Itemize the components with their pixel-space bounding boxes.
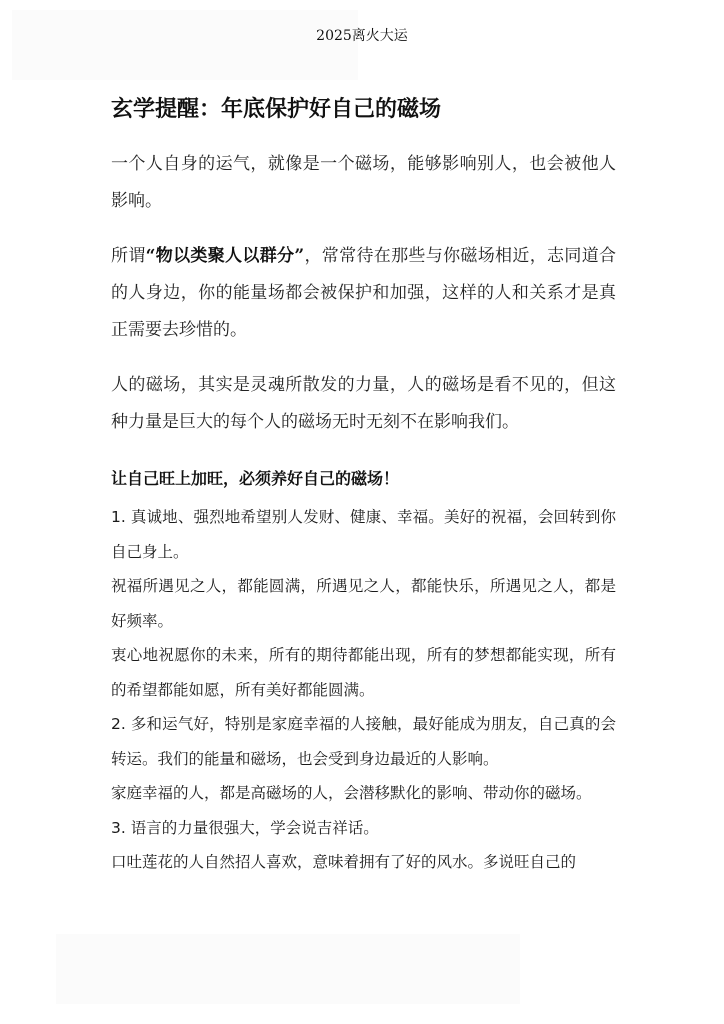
footer-background [56,934,520,1004]
section-item: 口吐莲花的人自然招人喜欢，意味着拥有了好的风水。多说旺自己的 [111,853,577,871]
section-item: 祝福所遇见之人，都能圆满，所遇见之人，都能快乐，所遇见之人，都是好频率。 [111,577,616,630]
article-title: 玄学提醒：年底保护好自己的磁场 [111,97,442,122]
paragraph-2-quote: “物以类聚人以群分” [145,246,305,266]
section-item: 衷心地祝愿你的未来，所有的期待都能出现，所有的梦想都能实现，所有的希望都能如愿，所有美好都能圆满。 [111,646,616,699]
paragraph-2-body: ，常常待在那些与你磁场相近，志同道合的人身边，你的能量场都会被保护和加强，这样的人和关系才是真正需要去珍惜的。 [111,246,617,340]
section-item: 家庭幸福的人，都是高磁场的人，会潜移默化的影响、带动你的磁场。 [111,784,592,802]
section-item: 1. 真诚地、强烈地希望别人发财、健康、幸福。美好的祝福，会回转到你自己身上。 [111,508,616,561]
paragraph-2 [111,238,616,349]
section-item: 3. 语言的力量很强大，学会说吉祥话。 [111,818,379,837]
paragraph-2-prefix: 所谓 [111,246,146,266]
section-heading: 让自己旺上加旺，必须养好自己的磁场！ [111,469,400,488]
paragraph-1: 一个人自身的运气，就像是一个磁场，能够影响别人，也会被他人影响。 [111,154,616,211]
paragraph-3: 人的磁场，其实是灵魂所散发的力量，人的磁场是看不见的，但这种力量是巨大的每个人的磁场无时无刻不在影响我们。 [111,375,616,432]
page-header: 2025离火大运 [316,28,408,44]
header-background [12,10,358,80]
section-body [111,500,616,880]
section-item: 2. 多和运气好，特别是家庭幸福的人接触，最好能成为朋友，自己真的会转运。我们的能量和磁场，也会受到身边最近的人影响。 [111,715,616,768]
